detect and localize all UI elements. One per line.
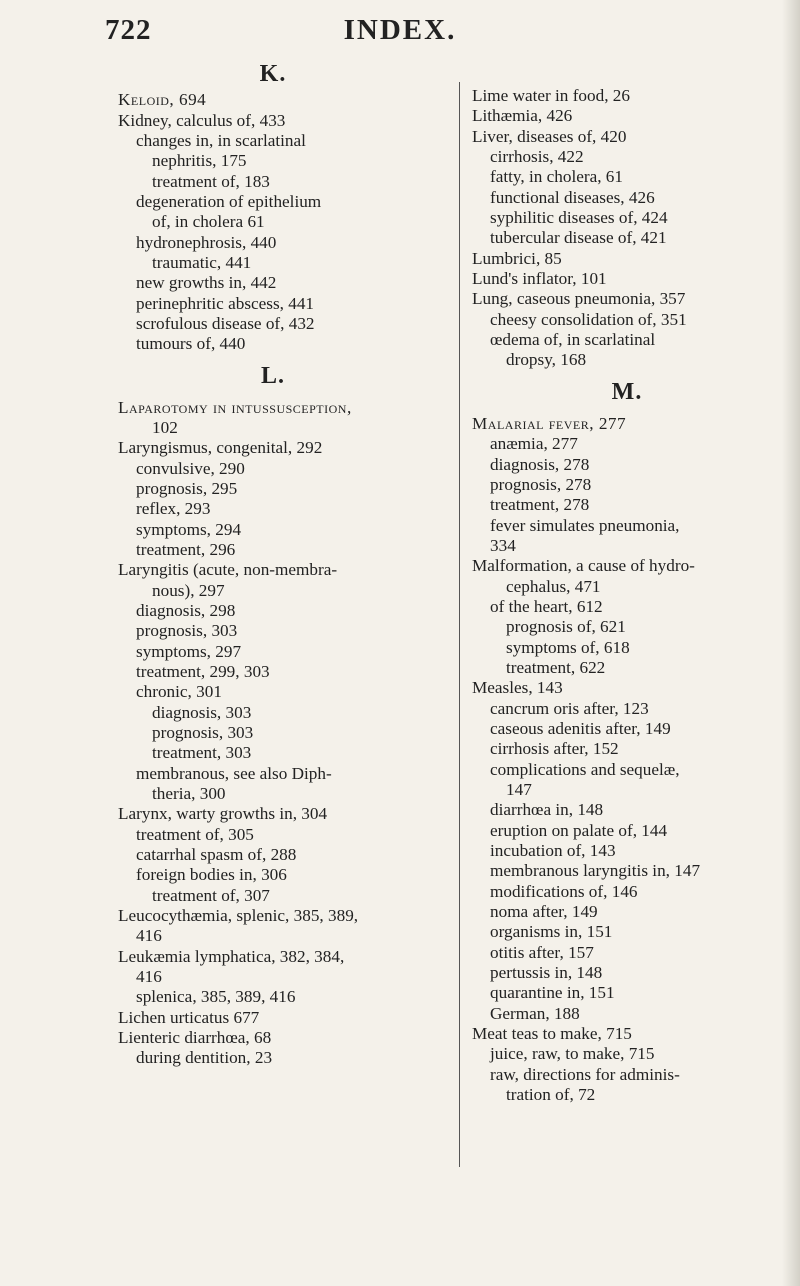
index-entry: complications and sequelæ,: [490, 760, 680, 779]
index-entry: Lichen urticatus 677: [118, 1008, 260, 1027]
index-entry: during dentition, 23: [136, 1048, 273, 1067]
index-entry: fatty, in cholera, 61: [490, 167, 623, 186]
index-entry: foreign bodies in, 306: [136, 865, 287, 884]
index-entry: Keloid, 694: [118, 90, 207, 109]
index-entry: diarrhœa in, 148: [490, 800, 604, 819]
index-entry: Malformation, a cause of hydro-: [472, 556, 695, 575]
index-entry: Laryngismus, congenital, 292: [118, 438, 323, 457]
index-entry: of the heart, 612: [490, 597, 603, 616]
index-entry: catarrhal spasm of, 288: [136, 845, 297, 864]
index-entry: diagnosis, 303: [152, 703, 252, 722]
index-entry: Lumbrici, 85: [472, 249, 562, 268]
index-entry: Meat teas to make, 715: [472, 1024, 632, 1043]
index-entry: Measles, 143: [472, 678, 563, 697]
index-entry: symptoms of, 618: [506, 638, 630, 657]
index-entry: modifications of, 146: [490, 882, 638, 901]
section-letter-k: K.: [259, 61, 287, 87]
index-entry: Lienteric diarrhœa, 68: [118, 1028, 272, 1047]
index-entry: treatment, 278: [490, 495, 590, 514]
index-entry: treatment, 299, 303: [136, 662, 270, 681]
index-entry: convulsive, 290: [136, 459, 245, 478]
index-entry: pertussis in, 148: [490, 963, 603, 982]
index-entry: 416: [136, 967, 162, 986]
index-entry: Leucocythæmia, splenic, 385, 389,: [118, 906, 359, 925]
index-entry: syphilitic diseases of, 424: [490, 208, 668, 227]
index-entry: 334: [490, 536, 516, 555]
page-number: 722: [105, 14, 152, 46]
index-entry: symptoms, 297: [136, 642, 242, 661]
running-title: INDEX.: [343, 14, 457, 46]
index-entry: œdema of, in scarlatinal: [490, 330, 656, 349]
index-entry: tumours of, 440: [136, 334, 246, 353]
index-entry: of, in cholera 61: [152, 212, 265, 231]
index-entry: tration of, 72: [506, 1085, 596, 1104]
index-entry: reflex, 293: [136, 499, 211, 518]
index-entry: quarantine in, 151: [490, 983, 615, 1002]
index-entry: treatment of, 305: [136, 825, 254, 844]
index-entry: caseous adenitis after, 149: [490, 719, 671, 738]
index-entry: treatment, 303: [152, 743, 252, 762]
index-entry: otitis after, 157: [490, 943, 594, 962]
index-entry: membranous laryngitis in, 147: [490, 861, 701, 880]
index-entry: Malarial fever, 277: [472, 414, 627, 433]
index-entry: 102: [152, 418, 178, 437]
index-entry: nephritis, 175: [152, 151, 247, 170]
index-entry: Lund's inflator, 101: [472, 269, 607, 288]
section-letter-l: L.: [260, 363, 285, 389]
index-entry: cheesy consolidation of, 351: [490, 310, 687, 329]
index-entry: tubercular disease of, 421: [490, 228, 667, 247]
index-entry: membranous, see also Diph-: [136, 764, 332, 783]
index-entry: nous), 297: [152, 581, 225, 600]
index-entry: Laryngitis (acute, non-membra-: [118, 560, 338, 579]
index-entry: Liver, diseases of, 420: [472, 127, 627, 146]
index-entry: functional diseases, 426: [490, 188, 655, 207]
index-entry: treatment of, 307: [152, 886, 270, 905]
index-entry: cirrhosis after, 152: [490, 739, 619, 758]
index-entry: 147: [506, 780, 532, 799]
index-entry: treatment, 622: [506, 658, 606, 677]
index-entry: Lung, caseous pneumonia, 357: [472, 289, 686, 308]
column-divider: [459, 82, 460, 1167]
index-entry: dropsy, 168: [506, 350, 587, 369]
index-entry: Kidney, calculus of, 433: [118, 111, 286, 130]
index-entry: scrofulous disease of, 432: [136, 314, 315, 333]
index-entry: cirrhosis, 422: [490, 147, 584, 166]
index-entry: prognosis of, 621: [506, 617, 626, 636]
index-entry: treatment, 296: [136, 540, 236, 559]
page-edge-shadow: [782, 0, 800, 1286]
index-entry: perinephritic abscess, 441: [136, 294, 315, 313]
index-entry: splenica, 385, 389, 416: [136, 987, 296, 1006]
index-entry: German, 188: [490, 1004, 580, 1023]
index-entry: traumatic, 441: [152, 253, 252, 272]
index-entry: eruption on palate of, 144: [490, 821, 668, 840]
index-entry: new growths in, 442: [136, 273, 277, 292]
section-letter-m: M.: [611, 379, 643, 405]
index-entry: treatment of, 183: [152, 172, 270, 191]
index-entry: juice, raw, to make, 715: [490, 1044, 655, 1063]
index-entry: organisms in, 151: [490, 922, 613, 941]
index-entry: cancrum oris after, 123: [490, 699, 649, 718]
index-entry: changes in, in scarlatinal: [136, 131, 306, 150]
index-entry: incubation of, 143: [490, 841, 616, 860]
index-entry: diagnosis, 278: [490, 455, 590, 474]
index-entry: 416: [136, 926, 162, 945]
index-entry: diagnosis, 298: [136, 601, 236, 620]
index-entry: prognosis, 278: [490, 475, 592, 494]
page-header: [0, 14, 800, 54]
index-entry: prognosis, 295: [136, 479, 238, 498]
index-entry: hydronephrosis, 440: [136, 233, 277, 252]
index-entry: chronic, 301: [136, 682, 222, 701]
index-entry: symptoms, 294: [136, 520, 242, 539]
index-entry: fever simulates pneumonia,: [490, 516, 680, 535]
index-entry: theria, 300: [152, 784, 226, 803]
index-entry: Lithæmia, 426: [472, 106, 573, 125]
index-entry: Laparotomy in intussusception,: [118, 398, 352, 417]
index-entry: noma after, 149: [490, 902, 598, 921]
index-entry: Larynx, warty growths in, 304: [118, 804, 328, 823]
index-entry: raw, directions for adminis-: [490, 1065, 680, 1084]
index-entry: degeneration of epithelium: [136, 192, 322, 211]
index-entry: Lime water in food, 26: [472, 86, 630, 105]
index-entry: prognosis, 303: [136, 621, 238, 640]
index-entry: cephalus, 471: [506, 577, 601, 596]
index-entry: prognosis, 303: [152, 723, 254, 742]
index-entry: Leukæmia lymphatica, 382, 384,: [118, 947, 345, 966]
index-entry: anæmia, 277: [490, 434, 578, 453]
